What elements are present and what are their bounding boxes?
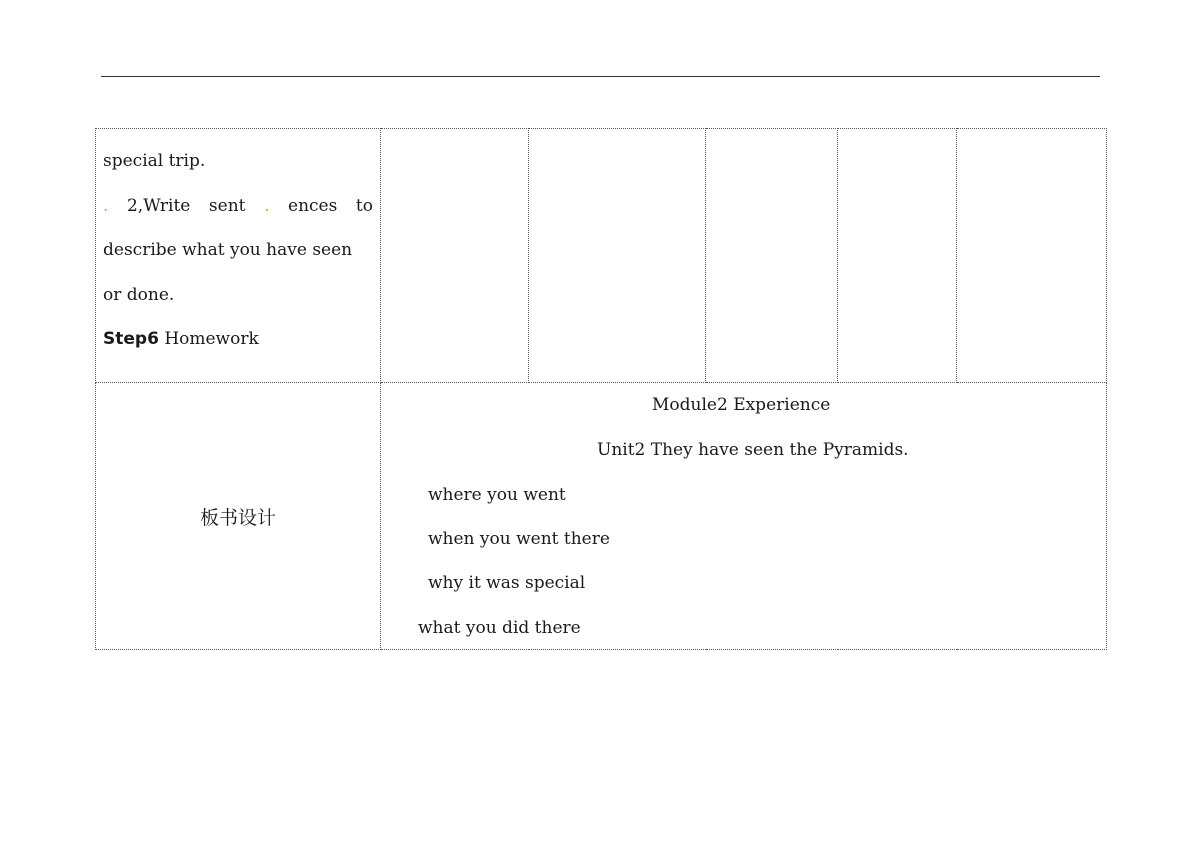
- board-design-cell: [381, 383, 1107, 650]
- board-item: what you did there: [418, 618, 581, 638]
- procedure-line: special trip.: [103, 151, 206, 171]
- board-item: why it was special: [428, 573, 586, 593]
- step-label: Step6: [103, 329, 159, 349]
- procedure-line: describe what you have seen: [103, 240, 353, 260]
- board-item: where you went: [428, 485, 566, 505]
- orange-dot: .: [103, 195, 109, 216]
- word: sent: [208, 195, 246, 216]
- procedure-line: [103, 184, 373, 229]
- empty-cell: [838, 129, 957, 383]
- table-row: [96, 383, 1107, 650]
- empty-cell: [706, 129, 838, 383]
- empty-cell: [957, 129, 1107, 383]
- word: to: [355, 195, 373, 216]
- word: 2,Write: [126, 195, 191, 216]
- orange-dot: .: [264, 195, 270, 216]
- board-design-label: 板书设计: [96, 383, 381, 650]
- step-line: [103, 317, 373, 362]
- module-title: Module2 Experience: [652, 395, 831, 415]
- procedure-line: or done.: [103, 284, 175, 305]
- board-item: when you went there: [428, 529, 610, 549]
- step-text: Homework: [164, 329, 259, 349]
- lesson-plan-table: [95, 128, 1107, 650]
- procedure-cell: [96, 129, 381, 383]
- empty-cell: [529, 129, 706, 383]
- empty-cell: [381, 129, 529, 383]
- table-row: [96, 129, 1107, 383]
- unit-title: Unit2 They have seen the Pyramids.: [597, 440, 909, 460]
- header-rule: [101, 76, 1100, 77]
- word: ences: [288, 195, 338, 216]
